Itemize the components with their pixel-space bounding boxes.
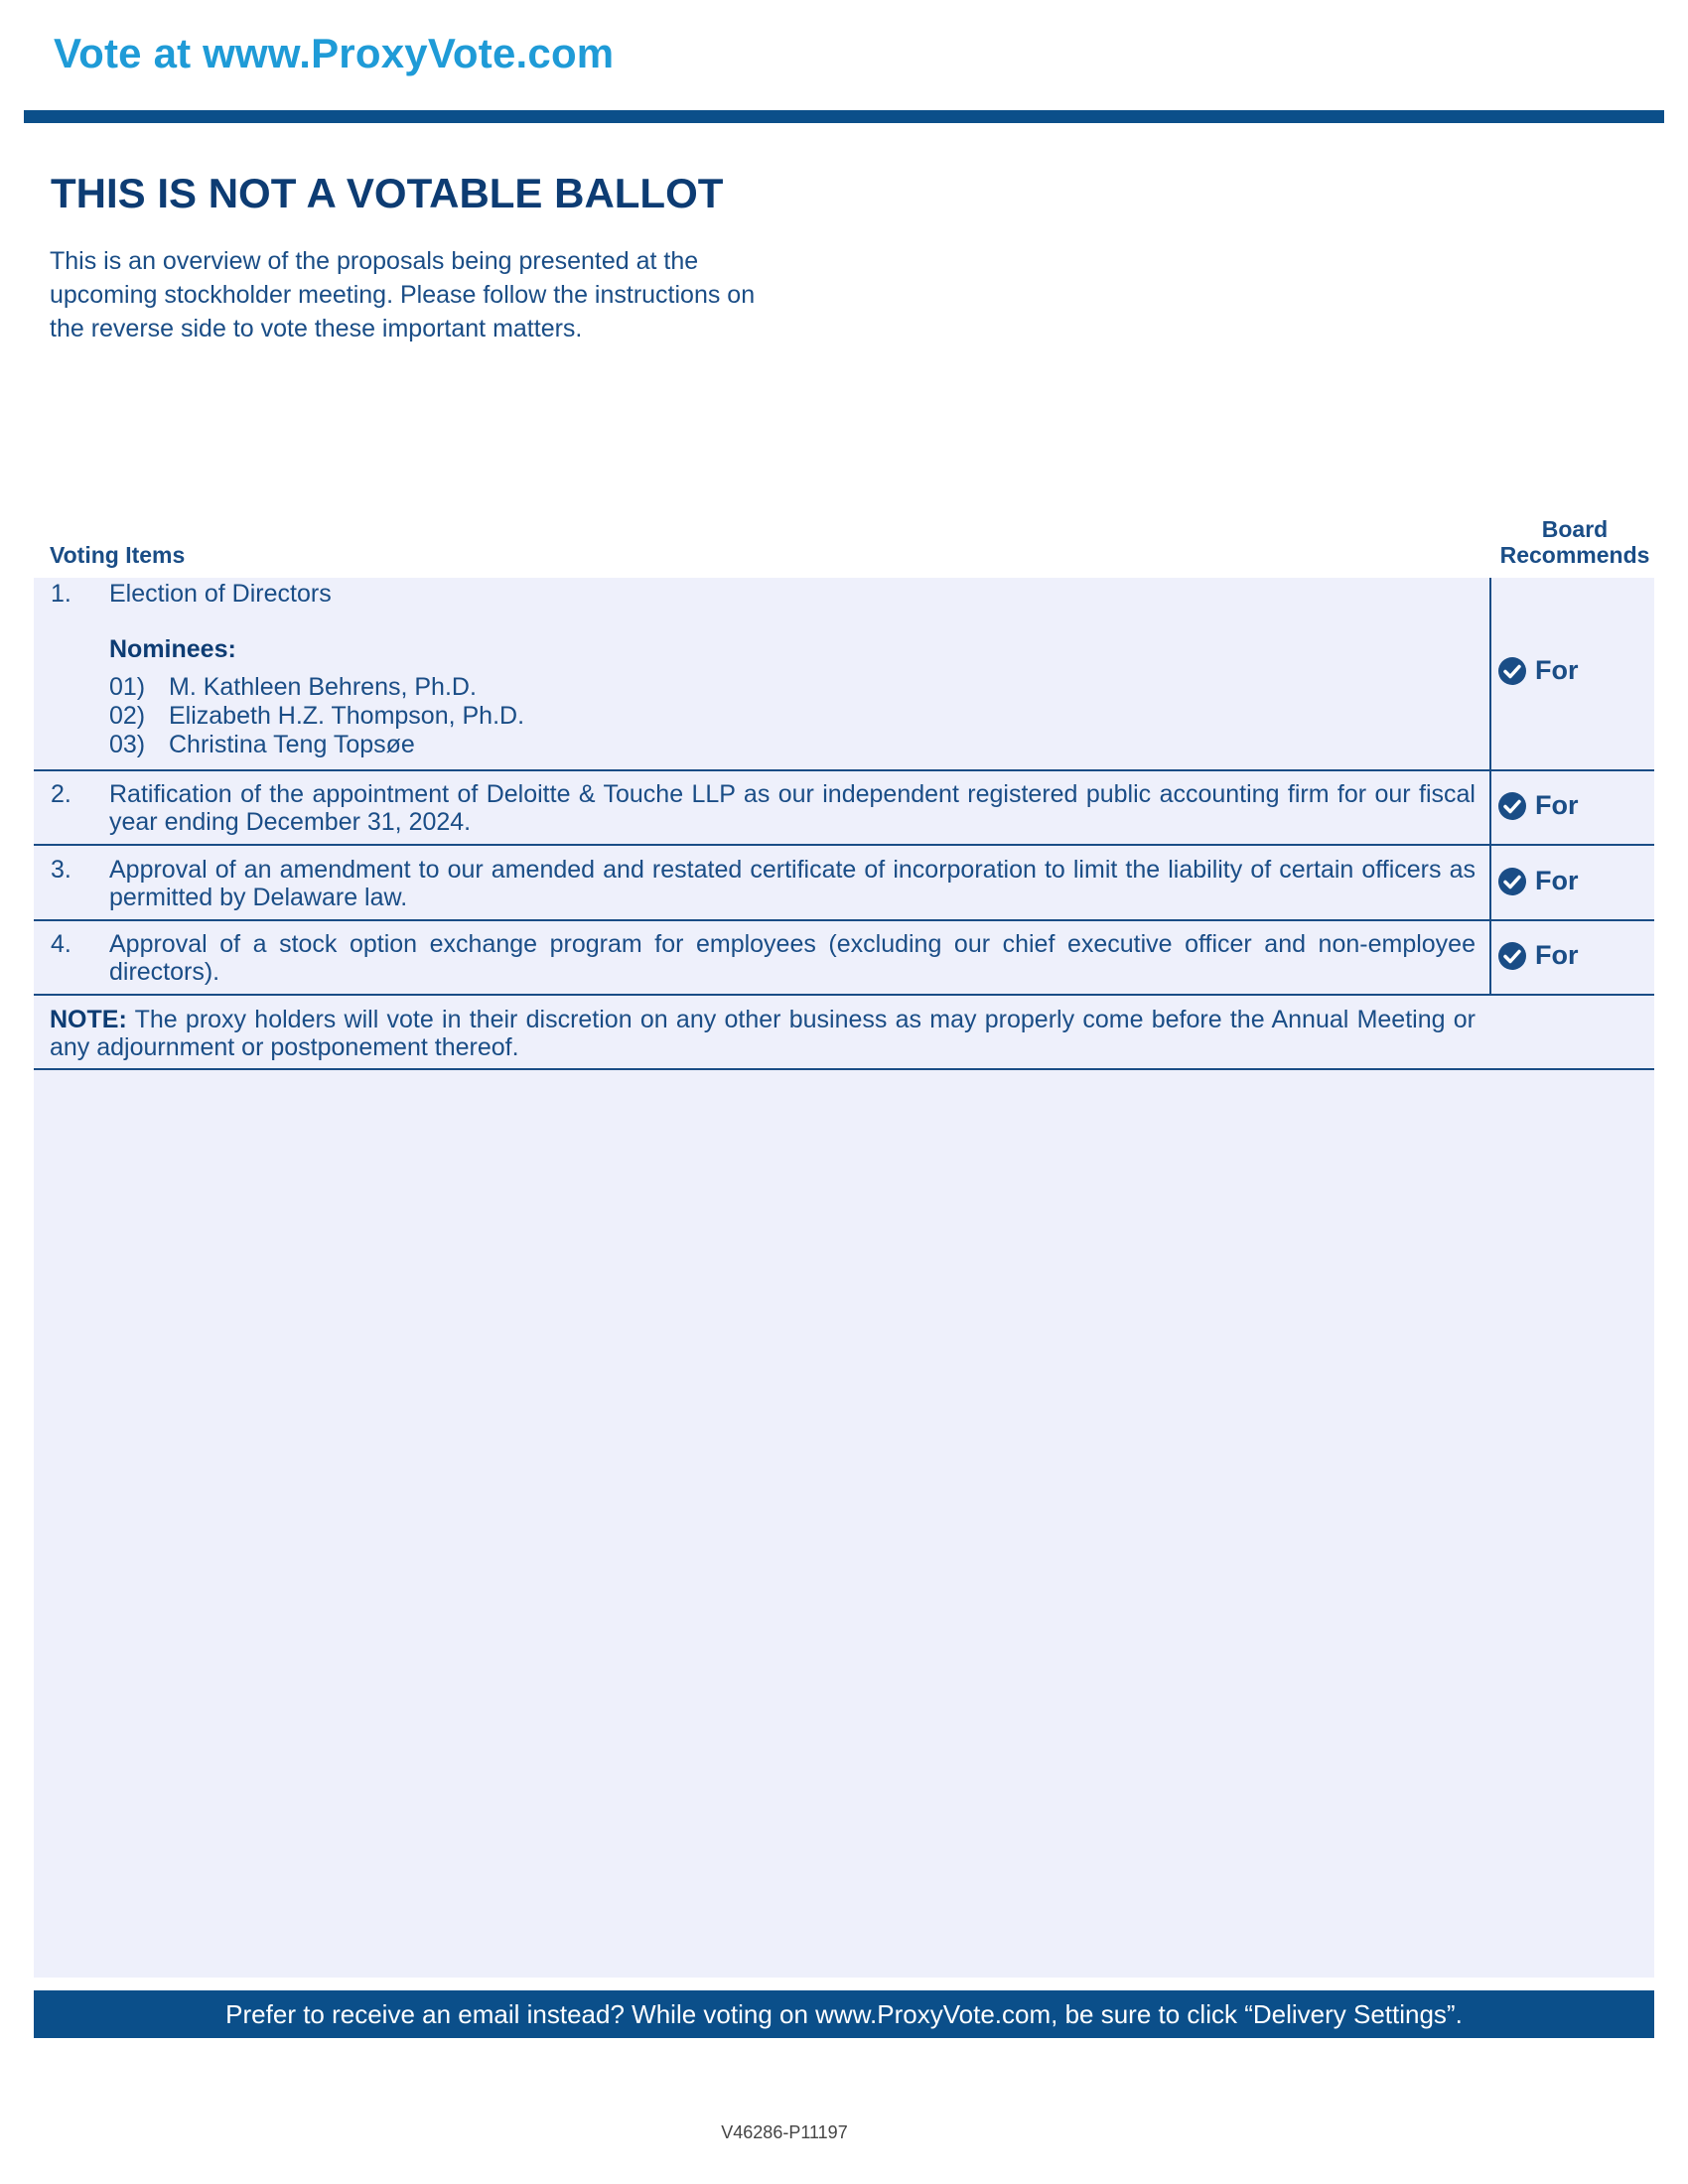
recommendation-label: For <box>1535 866 1579 895</box>
row-divider <box>34 994 1654 996</box>
intro-line-2: upcoming stockholder meeting. Please follow the instructions on <box>50 281 756 309</box>
header-rule <box>24 110 1664 123</box>
nominee-1 <box>109 673 477 701</box>
row-divider <box>34 769 1654 771</box>
board-recommends-header <box>1483 516 1666 568</box>
recommendation-2 <box>1497 790 1579 821</box>
page-heading: THIS IS NOT A VOTABLE BALLOT <box>51 170 724 216</box>
board-recommends-line-1: Board <box>1541 516 1609 542</box>
nominee-code: 03) <box>109 731 146 758</box>
nominees-label: Nominees: <box>109 635 236 663</box>
footer-banner-text: Prefer to receive an email instead? While voting on www.ProxyVote.com, be sure to click “Delivery Settings”. <box>225 1998 1463 2029</box>
recommendation-3 <box>1497 866 1579 896</box>
item-number: 4. <box>51 930 71 958</box>
recommendation-1 <box>1497 655 1579 686</box>
recommendation-label: For <box>1535 940 1579 970</box>
item-text: Election of Directors <box>109 580 332 608</box>
header-title: Vote at www.ProxyVote.com <box>54 30 615 76</box>
board-recommends-line-2: Recommends <box>1499 542 1650 568</box>
nominee-name: Elizabeth H.Z. Thompson, Ph.D. <box>169 702 525 730</box>
item-text: Approval of an amendment to our amended and restated certificate of incorporation to limit the liability of certain officers as permitted by Delaware law. <box>109 856 1476 911</box>
nominee-3 <box>109 731 415 758</box>
check-circle-icon <box>1497 791 1527 821</box>
row-divider <box>34 844 1654 846</box>
footer-banner <box>34 1990 1654 2038</box>
check-circle-icon <box>1497 867 1527 896</box>
intro-line-1: This is an overview of the proposals being presented at the <box>50 247 699 275</box>
recommend-column-divider <box>1489 578 1491 995</box>
intro-line-3: the reverse side to vote these important matters. <box>50 315 583 342</box>
nominee-code: 02) <box>109 702 146 730</box>
item-text: Approval of a stock option exchange program for employees (excluding our chief executive officer and non-employee directors). <box>109 930 1476 986</box>
nominee-code: 01) <box>109 673 146 701</box>
nominee-name: Christina Teng Topsøe <box>169 731 415 758</box>
item-number: 3. <box>51 856 71 884</box>
row-divider <box>34 919 1654 921</box>
recommendation-label: For <box>1535 790 1579 820</box>
item-number: 1. <box>51 580 71 608</box>
intro-text <box>50 244 844 345</box>
item-number: 2. <box>51 780 71 808</box>
voting-items-header: Voting Items <box>50 542 186 568</box>
check-circle-icon <box>1497 941 1527 971</box>
nominee-name: M. Kathleen Behrens, Ph.D. <box>169 673 477 701</box>
recommendation-4 <box>1497 940 1579 971</box>
note-body: The proxy holders will vote in their discretion on any other business as may properly come before the Annual Meeting or any adjournment or postponement thereof. <box>50 1006 1476 1061</box>
recommendation-label: For <box>1535 655 1579 685</box>
note-divider <box>34 1068 1654 1070</box>
note-label: NOTE: <box>50 1006 127 1033</box>
check-circle-icon <box>1497 656 1527 686</box>
item-text: Ratification of the appointment of Deloitte & Touche LLP as our independent registered public accounting firm for our fiscal year ending December 31, 2024. <box>109 780 1476 836</box>
note-text <box>50 1006 1476 1061</box>
nominee-2 <box>109 702 524 730</box>
document-code: V46286-P11197 <box>721 2122 848 2142</box>
